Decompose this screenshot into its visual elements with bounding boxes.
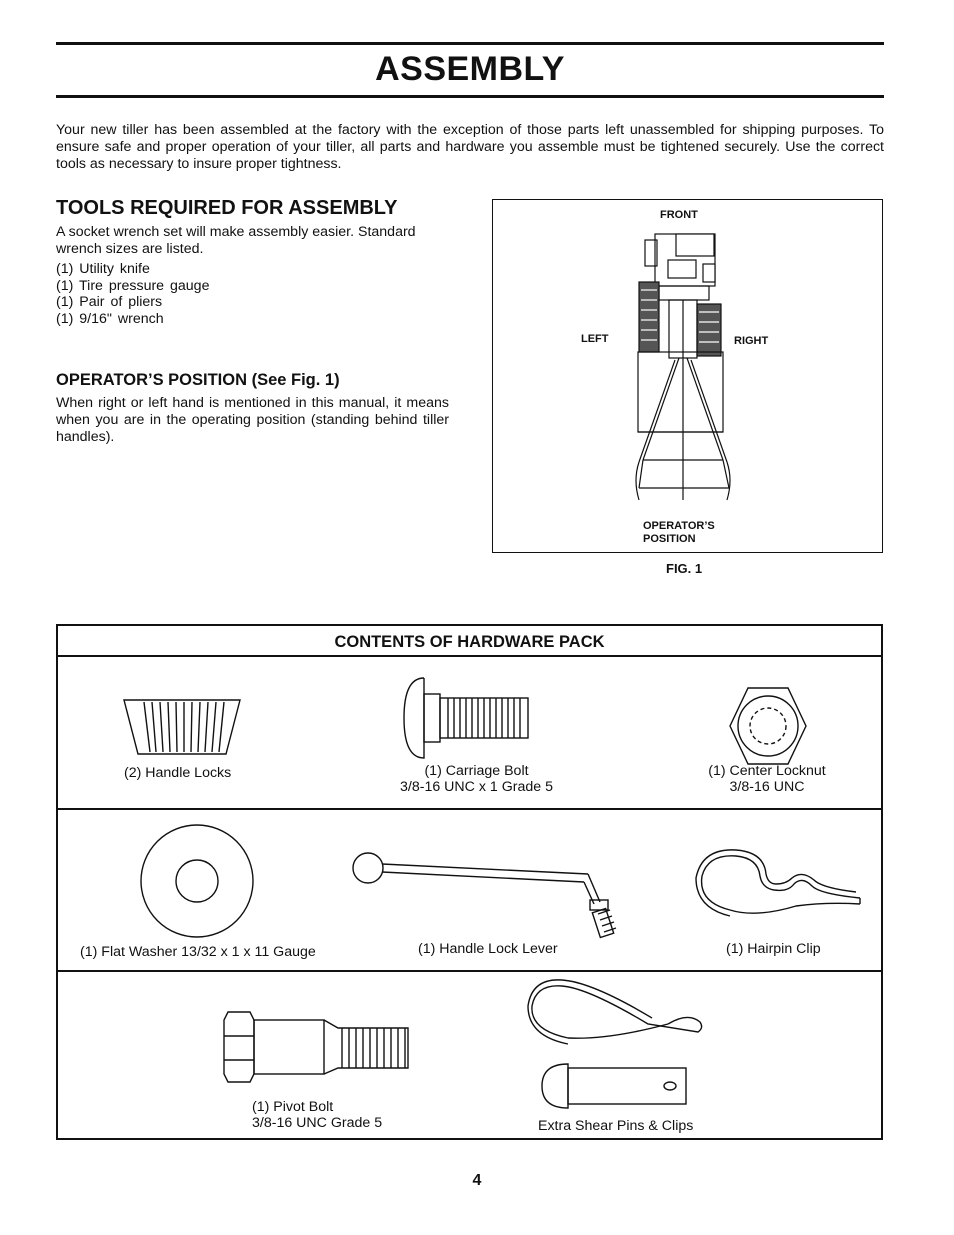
list-item: (1) Pair of pliers [56,294,163,310]
front-label: FRONT [660,209,698,221]
list-item: (1) Tire pressure gauge [56,277,210,294]
center-locknut-label: (1) Center Locknut 3/8-16 UNC [708,763,826,795]
hairpin-clip-icon [696,852,862,922]
handle-locks-label: (2) Handle Locks [124,765,232,781]
tools-intro: A socket wrench set will make assembly easier. Standard wrench sizes are listed. [56,224,416,257]
handle-lock-lever-icon [352,852,632,942]
handle-lock-icon [122,698,242,758]
hairpin-clip-label: (1) Hairpin Clip [726,941,821,957]
locknut-icon [730,686,806,766]
top-rule [56,42,884,45]
operator-position-label: OPERATOR’S POSITION [643,520,715,545]
carriage-bolt-icon [404,676,534,766]
divider [58,808,881,810]
page-title: ASSEMBLY [375,50,565,88]
operator-heading: OPERATOR’S POSITION (See Fig. 1) [56,371,340,389]
list-item: (1) 9/16" wrench [56,310,164,327]
list-item: (1) Utility knife [56,261,150,277]
tools-list [56,261,209,327]
figure-1 [492,199,883,553]
carriage-bolt-label: (1) Carriage Bolt 3/8-16 UNC x 1 Grade 5 [400,763,553,795]
operator-paragraph: When right or left hand is mentioned in this manual, it means when you are in the operating position (standing behind tiller handles). [56,395,449,445]
intro-paragraph: Your new tiller has been assembled at the factory with the exception of those parts left unassembled for shipping purposes. To ensure safe and proper operation of your tiller, all parts and hardware you assemble must be tightened securely. Use the correct tools as necessary to insure proper tightness. [56,122,884,172]
page-number: 4 [472,1172,482,1189]
hardware-pack-table [56,624,883,1140]
divider [58,655,881,657]
title-underline [56,95,884,98]
right-label: RIGHT [734,335,769,347]
pivot-bolt-label: (1) Pivot Bolt 3/8-16 UNC Grade 5 [252,1099,383,1131]
flat-washer-label: (1) Flat Washer 13/32 x 1 x 11 Gauge [80,944,316,960]
flat-washer-icon [140,824,254,938]
left-label: LEFT [581,333,609,345]
pivot-bolt-icon [222,1010,412,1084]
tiller-top-view-illustration [493,200,884,554]
figure-1-caption: FIG. 1 [666,561,703,576]
shear-pins-label: Extra Shear Pins & Clips [538,1118,694,1134]
divider [58,970,881,972]
shear-pins-and-clips-icon [528,982,708,1112]
tools-heading: TOOLS REQUIRED FOR ASSEMBLY [56,197,398,219]
hardware-pack-title: CONTENTS OF HARDWARE PACK [334,633,605,651]
handle-lock-lever-label: (1) Handle Lock Lever [418,941,558,957]
